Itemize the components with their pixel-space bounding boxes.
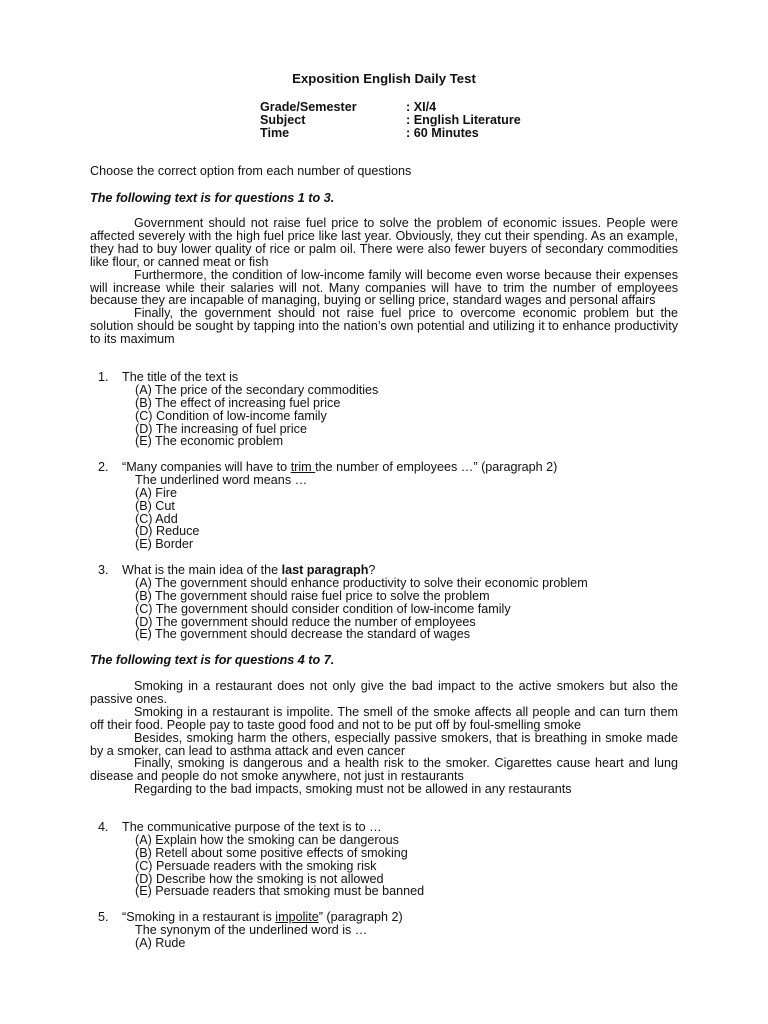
question-number: 1.	[98, 370, 109, 384]
options-list	[135, 577, 698, 641]
instruction-text: Choose the correct option from each number of questions	[90, 164, 412, 178]
options-list	[135, 834, 698, 898]
option-a: (A) Fire	[135, 485, 177, 500]
question-stem: The title of the text is	[122, 370, 239, 384]
meta-value: : 60 Minutes	[406, 126, 479, 140]
question-number: 5.	[98, 910, 109, 924]
underlined-word: impolite	[275, 910, 319, 924]
question-number: 4.	[98, 820, 109, 834]
option-a: (A) The price of the secondary commodities	[135, 382, 379, 397]
meta-label: Subject	[260, 113, 306, 127]
question-stem-start: “Smoking in a restaurant is	[122, 910, 276, 924]
option-b: (B) The effect of increasing fuel price	[135, 395, 341, 410]
question-stem-start: “Many companies will have to	[122, 460, 291, 474]
question-number: 2.	[98, 460, 109, 474]
option-e: (E) Border	[135, 537, 194, 552]
section-heading-1: The following text is for questions 1 to 3.	[90, 191, 335, 205]
option-e: (E) Persuade readers that smoking must be banned	[135, 884, 425, 899]
meta-row-time	[260, 127, 521, 140]
underlined-word: trim	[290, 460, 316, 474]
option-c: (C) The government should consider condition of low-income family	[135, 601, 511, 616]
option-b: (B) Retell about some positive effects of smoking	[135, 845, 408, 860]
meta-value: : XI/4	[406, 100, 437, 114]
question-number: 3.	[98, 563, 109, 577]
option-a: (A) The government should enhance productivity to solve their economic problem	[135, 575, 588, 590]
passage-paragraph: Finally, the government should not raise fuel price to overcome economic problem but the solution should be sought by tapping into the nation’s own potential and utilizing it to enhance productivity to its maximum	[90, 306, 678, 347]
meta-label: Grade/Semester	[260, 100, 357, 114]
option-a: (A) Explain how the smoking can be dangerous	[135, 832, 399, 847]
option-e: (E) The economic problem	[135, 434, 284, 449]
options-list	[135, 474, 698, 551]
option-d: (D) The increasing of fuel price	[135, 421, 307, 436]
option-a: (A) Rude	[135, 935, 186, 950]
test-meta	[260, 101, 521, 140]
option-c: (C) Persuade readers with the smoking risk	[135, 858, 377, 873]
passage-paragraph: Regarding to the bad impacts, smoking must not be allowed in any restaurants	[134, 782, 572, 797]
question-3	[98, 564, 698, 641]
bold-phrase: last paragraph	[281, 563, 369, 577]
options-list	[135, 924, 698, 950]
option-d: (D) The government should reduce the number of employees	[135, 614, 476, 629]
option-d: (D) Reduce	[135, 524, 200, 539]
question-5	[98, 911, 698, 950]
question-stem-end: ” (paragraph 2)	[318, 910, 403, 924]
option-b: (B) Cut	[135, 498, 175, 513]
passage-paragraph: Smoking in a restaurant does not only give the bad impact to the active smokers but also the passive ones.	[90, 679, 678, 706]
question-stem-end: ?	[368, 563, 376, 577]
question-4	[98, 821, 698, 898]
document-title: Exposition English Daily Test	[292, 71, 476, 86]
question-1	[98, 371, 698, 448]
passage-1	[90, 217, 678, 346]
option-c: (C) Add	[135, 511, 178, 526]
question-stem: The communicative purpose of the text is to …	[122, 820, 382, 834]
meta-row-subject	[260, 114, 521, 127]
option-c: (C) Condition of low-income family	[135, 408, 327, 423]
question-stem-end: the number of employees …” (paragraph 2)	[315, 460, 558, 474]
question-2	[98, 461, 698, 551]
section-heading-2: The following text is for questions 4 to 7.	[90, 653, 335, 667]
meta-label: Time	[260, 126, 290, 140]
passage-2	[90, 680, 678, 796]
question-substem: The synonym of the underlined word is …	[135, 922, 368, 937]
passage-paragraph: Besides, smoking harm the others, especially passive smokers, that is breathing in smoke made by a smoker, can lead to asthma attack and even cancer	[90, 730, 678, 758]
meta-value: : English Literature	[406, 113, 521, 127]
option-e: (E) The government should decrease the standard of wages	[135, 627, 471, 642]
question-stem-start: What is the main idea of the	[122, 563, 282, 577]
passage-paragraph: Furthermore, the condition of low-income family will become even worse because their expenses will increase while their salaries will not. Many companies will have to trim the number of employees because they are incapable of managing, buying or selling price, standard wages and personal affairs	[90, 267, 678, 308]
passage-paragraph: Government should not raise fuel price to solve the problem of economic issues. People were affected severely with the high fuel price like last year. Obviously, they cut their spending. As an example, they had to buy lower quality of rice or palm oil. There were also fewer buyers of secondary commodities like flour, or canned meat or fish	[90, 216, 678, 269]
option-b: (B) The government should raise fuel price to solve the problem	[135, 588, 490, 603]
options-list	[135, 384, 698, 448]
option-d: (D) Describe how the smoking is not allowed	[135, 871, 384, 886]
passage-paragraph: Smoking in a restaurant is impolite. The smell of the smoke affects all people and can turn them off their food. People pay to taste good food and not to be put off by foul-smelling smoke	[90, 704, 678, 732]
question-substem: The underlined word means …	[135, 472, 308, 487]
passage-paragraph: Finally, smoking is dangerous and a health risk to the smoker. Cigarettes cause heart and lung disease and people do not smoke anywhere, not just in restaurants	[90, 756, 678, 784]
